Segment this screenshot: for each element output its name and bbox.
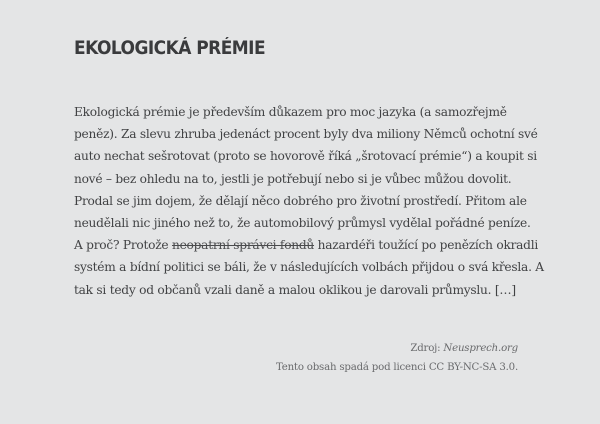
body-line: systém a bídní politici se báli, že v následujících volbách přijdou o svá křesla. A <box>74 260 544 275</box>
article-page <box>74 0 544 424</box>
body-line: neudělali nic jiného než to, že automobilový průmysl vydělal pořádné peníze. <box>74 216 531 231</box>
struck-text: neopatrní správci fondů <box>171 238 315 253</box>
body-line: tak si tedy od občanů vzali daně a malou oklikou je darovali průmyslu. […] <box>74 282 516 297</box>
license-notice: Tento obsah spadá pod licenci CC BY-NC-SA 3.0. <box>275 361 518 373</box>
body-line: Prodal se jim dojem, že dělají něco dobrého pro životní prostředí. Přitom ale <box>74 193 527 208</box>
body-line: auto nechat sešrotovat (proto se hovorově říká „šrotovací prémie“) a koupit si <box>74 149 537 164</box>
article-title: EKOLOGICKÁ PRÉMIE <box>74 38 266 59</box>
source-credit <box>276 340 518 359</box>
body-line-with-strikethrough <box>74 234 539 256</box>
body-line: peněz). Za slevu zhruba jedenáct procent byly dva miliony Němců ochotní své <box>74 127 538 142</box>
source-label: Zdroj: <box>410 343 444 354</box>
body-line: nové – bez ohledu na to, jestli je potřebují nebo si je vůbec můžou dovolit. <box>74 171 512 186</box>
article-footer <box>276 340 518 377</box>
source-link[interactable]: Neusprech.org <box>443 343 518 354</box>
text-after-strike: hazardéři toužící po penězích okradli <box>314 238 539 253</box>
article-body <box>74 101 544 301</box>
text-before-strike: A proč? Protože <box>74 238 172 253</box>
body-line: Ekologická prémie je především důkazem pro moc jazyka (a samozřejmě <box>74 105 507 119</box>
